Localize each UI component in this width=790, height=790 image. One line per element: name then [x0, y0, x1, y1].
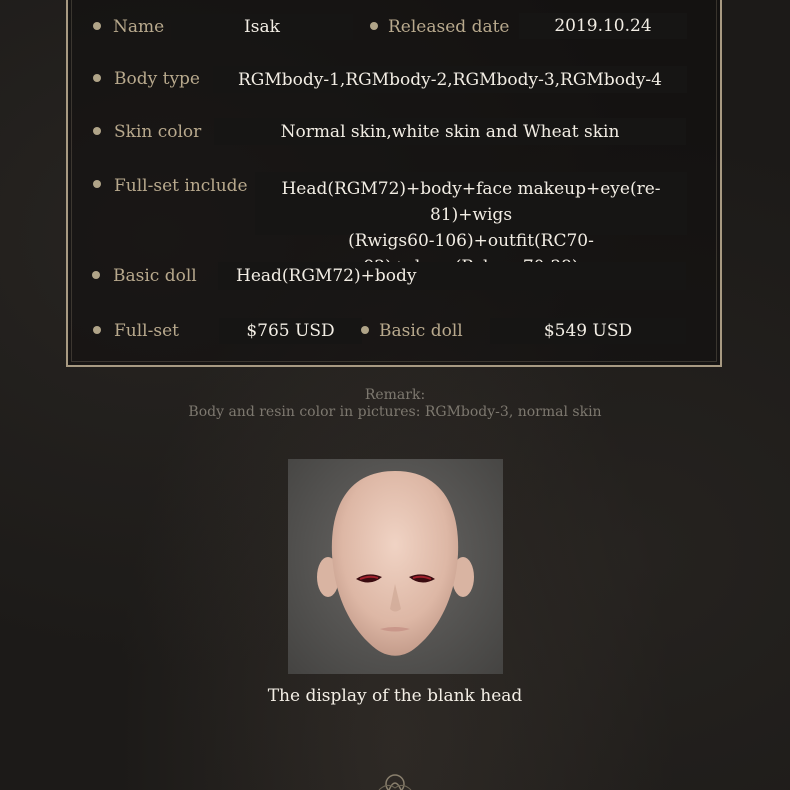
- basic-price: $549 USD: [490, 318, 686, 344]
- basic-price-label: Basic doll: [379, 321, 463, 341]
- decorative-emblem-icon: [375, 770, 415, 790]
- fullset-label: Full-set: [114, 321, 179, 341]
- remark-text: Body and resin color in pictures: RGMbody-3, normal skin: [188, 404, 602, 420]
- remark-title: Remark:: [364, 387, 426, 403]
- doll-head-illustration: [288, 459, 503, 674]
- bullet: [93, 180, 101, 188]
- bullet: [370, 22, 378, 30]
- body-type-value: RGMbody-1,RGMbody-2,RGMbody-3,RGMbody-4: [213, 66, 687, 93]
- blank-head-image: [288, 459, 503, 674]
- body-type-label: Body type: [114, 69, 200, 89]
- name-value: Isak: [171, 14, 353, 40]
- bullet: [93, 127, 101, 135]
- skin-color-label: Skin color: [114, 122, 202, 142]
- bullet: [92, 271, 100, 279]
- skin-color-value: Normal skin,white skin and Wheat skin: [214, 118, 686, 145]
- bullet: [93, 22, 101, 30]
- name-label: Name: [113, 17, 165, 37]
- basic-doll-value: Head(RGM72)+body: [218, 262, 686, 290]
- bullet: [93, 326, 101, 334]
- released-date-value: 2019.10.24: [519, 13, 687, 39]
- fullset-price: $765 USD: [219, 318, 362, 344]
- fullset-include-line: (Rwigs60-106)+outfit(RC70-: [348, 231, 594, 251]
- fullset-include-label: Full-set include: [114, 176, 248, 196]
- released-date-label: Released date: [388, 17, 510, 37]
- fullset-include-line: Head(RGM72)+body+face makeup+eye(re-81)+wigs: [281, 179, 661, 225]
- fullset-include-value: [255, 172, 687, 251]
- basic-doll-label: Basic doll: [113, 266, 197, 286]
- bullet: [361, 326, 369, 334]
- bullet: [93, 74, 101, 82]
- image-caption: The display of the blank head: [267, 686, 523, 706]
